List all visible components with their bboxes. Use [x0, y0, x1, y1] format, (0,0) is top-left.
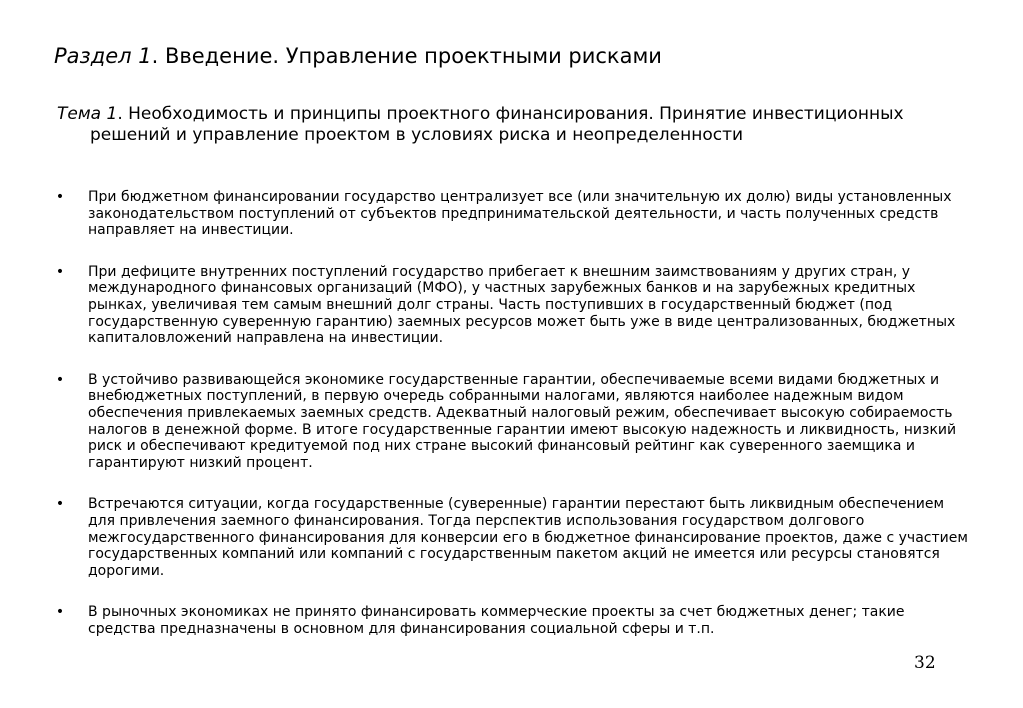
topic-title-lead: Тема 1 [57, 104, 118, 124]
bullet-text: При дефиците внутренних поступлений государство прибегает к внешним заимствованиям у других стран, у международного финансовых организаций (МФО), у частных зарубежных банков и на зарубежных кредитных рынках, увеличивая тем самым внешний долг страны. Часть поступивших в государственный бюджет (под государственную суверенную гарантию) заемных ресурсов может быть уже в виде централизованных, бюджетных капиталовложений направлена на инвестиции. [88, 263, 956, 347]
section-title-lead: Раздел 1 [54, 44, 152, 68]
bullet-text: При бюджетном финансировании государство централизует все (или значительную их долю) виды установленных законодательством поступлений от субъектов предпринимательской деятельности, и часть полученных средств направляет на инвестиции. [88, 189, 952, 239]
bullet-marker-icon: • [55, 496, 65, 513]
bullet-marker-icon: • [55, 189, 65, 205]
bullet-item [55, 264, 975, 347]
topic-title-text: . Необходимость и принципы проектного финансирования. Принятие инвестиционных решений и управление проектом в условиях риска и неопределенности [90, 104, 904, 145]
bullet-item [55, 496, 975, 579]
bullet-text: Встречаются ситуации, когда государственные (суверенные) гарантии перестают быть ликвидным обеспечением для привлечения заемного финансирования. Тогда перспектив использования государством долгового межгосударственного финансирования для конверсии его в бюджетное финансирование проектов, даже с участием государственных компаний или компаний с государственным пакетом акций не имеется или ресурсы становятся дорогими. [88, 496, 968, 579]
section-title [54, 42, 662, 70]
bullet-text: В рыночных экономиках не принято финансировать коммерческие проекты за счет бюджетных денег; такие средства предназначены в основном для финансирования социальной сферы и т.п. [88, 604, 905, 637]
bullet-list [55, 189, 975, 637]
bullet-marker-icon: • [55, 604, 65, 621]
bullet-item [55, 372, 975, 472]
bullet-item [55, 189, 975, 239]
bullet-marker-icon: • [55, 263, 65, 280]
bullet-text: В устойчиво развивающейся экономике государственные гарантии, обеспечиваемые всеми видами бюджетных и внебюджетных поступлений, в первую очередь собранными налогами, являются наиболее надежным видом обеспечения привлекаемых заемных средств. Адекватный налоговый режим, обеспечивает высокую собираемость налогов в денежной форме. В итоге государственные гарантии имеют высокую надежность и ликвидность, низкий риск и обеспечивают кредитуемой под них стране высокий финансовый рейтинг как суверенного заемщика и гарантируют низкий процент. [88, 371, 957, 471]
bullet-marker-icon: • [55, 371, 65, 388]
section-title-text: . Введение. Управление проектными рисками [151, 44, 662, 68]
page-number: 32 [914, 653, 936, 673]
topic-title [57, 104, 970, 146]
bullet-item [55, 604, 975, 637]
